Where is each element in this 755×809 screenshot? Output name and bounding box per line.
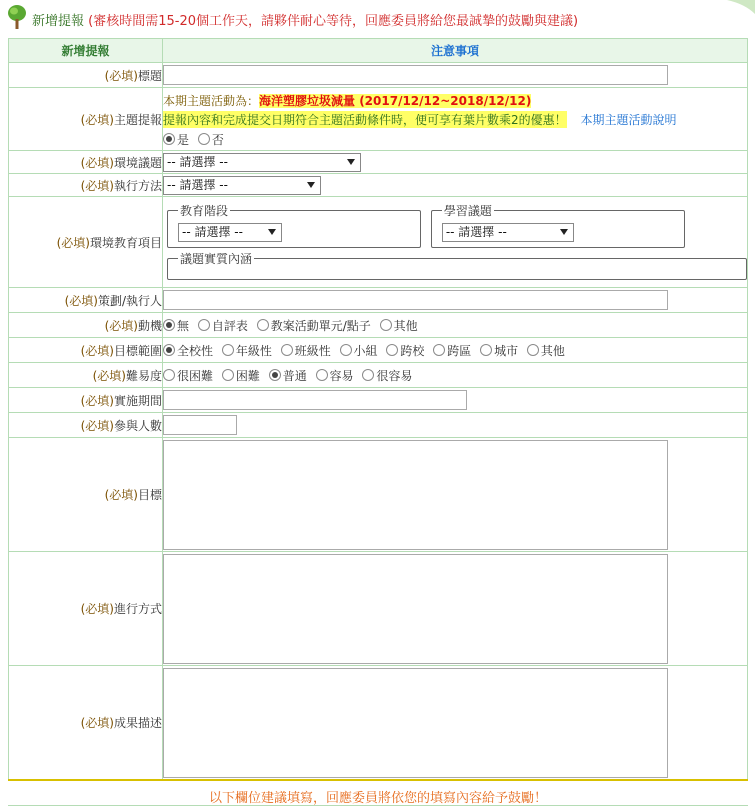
env-issue-select[interactable]: -- 請選擇 -- (163, 153, 361, 172)
difficulty-radio[interactable] (163, 369, 175, 381)
participants-label: (必填)參與人數 (9, 413, 163, 438)
corner-leaf-icon (715, 0, 755, 20)
column-header-new-report: 新增提報 (9, 39, 163, 63)
difficulty-label: (必填)難易度 (9, 363, 163, 388)
optional-fields-banner (8, 779, 748, 809)
theme-yes-label: 是 (177, 132, 190, 147)
theme-no-label: 否 (211, 132, 224, 147)
goal-textarea[interactable] (163, 440, 668, 550)
motive-label: (必填)動機 (9, 313, 163, 338)
process-textarea[interactable] (163, 554, 668, 664)
method-label: (必填)執行方法 (9, 174, 163, 197)
chevron-down-icon (347, 159, 355, 165)
method-select[interactable]: -- 請選擇 -- (163, 176, 321, 195)
page-header (0, 0, 755, 36)
theme-prefix: 本期主題活動為： (163, 93, 260, 108)
scope-radio[interactable] (433, 344, 445, 356)
page-title: 新增提報 (32, 14, 85, 29)
result-label: (必填)成果描述 (9, 666, 163, 780)
chevron-down-icon (307, 182, 315, 188)
result-textarea[interactable] (163, 668, 668, 778)
edu-stage-select[interactable]: -- 請選擇 -- (178, 223, 282, 242)
edu-stage-group: 教育階段 -- 請選擇 -- (167, 202, 421, 248)
difficulty-radio[interactable] (362, 369, 374, 381)
theme-no-radio[interactable] (198, 133, 210, 145)
planner-input[interactable] (163, 290, 668, 310)
scope-radio[interactable] (527, 344, 539, 356)
learning-issue-select[interactable]: -- 請選擇 -- (442, 223, 574, 242)
title-input[interactable] (163, 65, 668, 85)
difficulty-radio[interactable] (316, 369, 328, 381)
motive-radio[interactable] (198, 319, 210, 331)
difficulty-radio[interactable] (269, 369, 281, 381)
tree-icon (6, 4, 28, 30)
title-label: (必填)標題 (9, 63, 163, 88)
scope-radio[interactable] (222, 344, 234, 356)
process-label: (必填)進行方式 (9, 552, 163, 666)
goal-label: (必填)目標 (9, 438, 163, 552)
scope-radio[interactable] (340, 344, 352, 356)
edu-items-label: (必填)環境教育項目 (9, 197, 163, 288)
difficulty-radio[interactable] (222, 369, 234, 381)
participants-input[interactable] (163, 415, 237, 435)
chevron-down-icon (268, 229, 276, 235)
theme-name: 海洋塑膠垃圾減量 (2017/12/12~2018/12/12) (259, 93, 532, 108)
period-input[interactable] (163, 390, 467, 410)
issue-content-group: 議題實質內涵 (167, 250, 747, 280)
review-time-note: (審核時間需15-20個工作天，請夥伴耐心等待，回應委員將給您最誠摯的鼓勵與建議) (88, 14, 579, 29)
report-form-table: 新增提報 注意事項 (必填)標題 (必填)主題提報 本期主題活動為：海洋塑膠垃圾減量 (2017/12/12~2018/12/12) 提報內容和完成提交日期符合主題活動條件時，便可享有葉片數乘2的優惠！ 本期主題活動說明 是 否 (必填)環境議題 -- 請選擇 -- (必填)執行方法 -- 請選擇 -- (必填)環境教育項目 教育階段 -- 請選擇 -- 學習議題 -- 請選擇 -- 議題實質內涵 (必填)策劃/執行人 (必填)動機 無 自評表 教案活動單元/點子 其他 (必填)目標範圍 全校性 年級性 班級性 小組 跨校 跨區 城市 其他 (必填)難易度 很困難 困難 普通 容易 很容易 (必填)實施期間 (必填)參與人數 (必填)目標 (必填)進行方式 (必填)成果描述 (8, 38, 748, 780)
theme-yes-radio[interactable] (163, 133, 175, 145)
chevron-down-icon (560, 229, 568, 235)
motive-radio[interactable] (163, 319, 175, 331)
optional-fields-note: 以下欄位建議填寫，回應委員將依您的填寫內容給予鼓勵！ (208, 791, 547, 806)
column-header-notes: 注意事項 (163, 39, 748, 63)
scope-radio[interactable] (480, 344, 492, 356)
planner-label: (必填)策劃/執行人 (9, 288, 163, 313)
theme-info-link[interactable]: 本期主題活動說明 (580, 112, 677, 127)
scope-label: (必填)目標範圍 (9, 338, 163, 363)
theme-label: (必填)主題提報 (9, 88, 163, 151)
scope-radio[interactable] (281, 344, 293, 356)
scope-radio[interactable] (386, 344, 398, 356)
env-issue-label: (必填)環境議題 (9, 151, 163, 174)
motive-radio[interactable] (257, 319, 269, 331)
theme-bonus-note: 提報內容和完成提交日期符合主題活動條件時，便可享有葉片數乘2的優惠！ (163, 112, 567, 127)
period-label: (必填)實施期間 (9, 388, 163, 413)
scope-radio[interactable] (163, 344, 175, 356)
learning-issue-group: 學習議題 -- 請選擇 -- (431, 202, 685, 248)
motive-radio[interactable] (380, 319, 392, 331)
